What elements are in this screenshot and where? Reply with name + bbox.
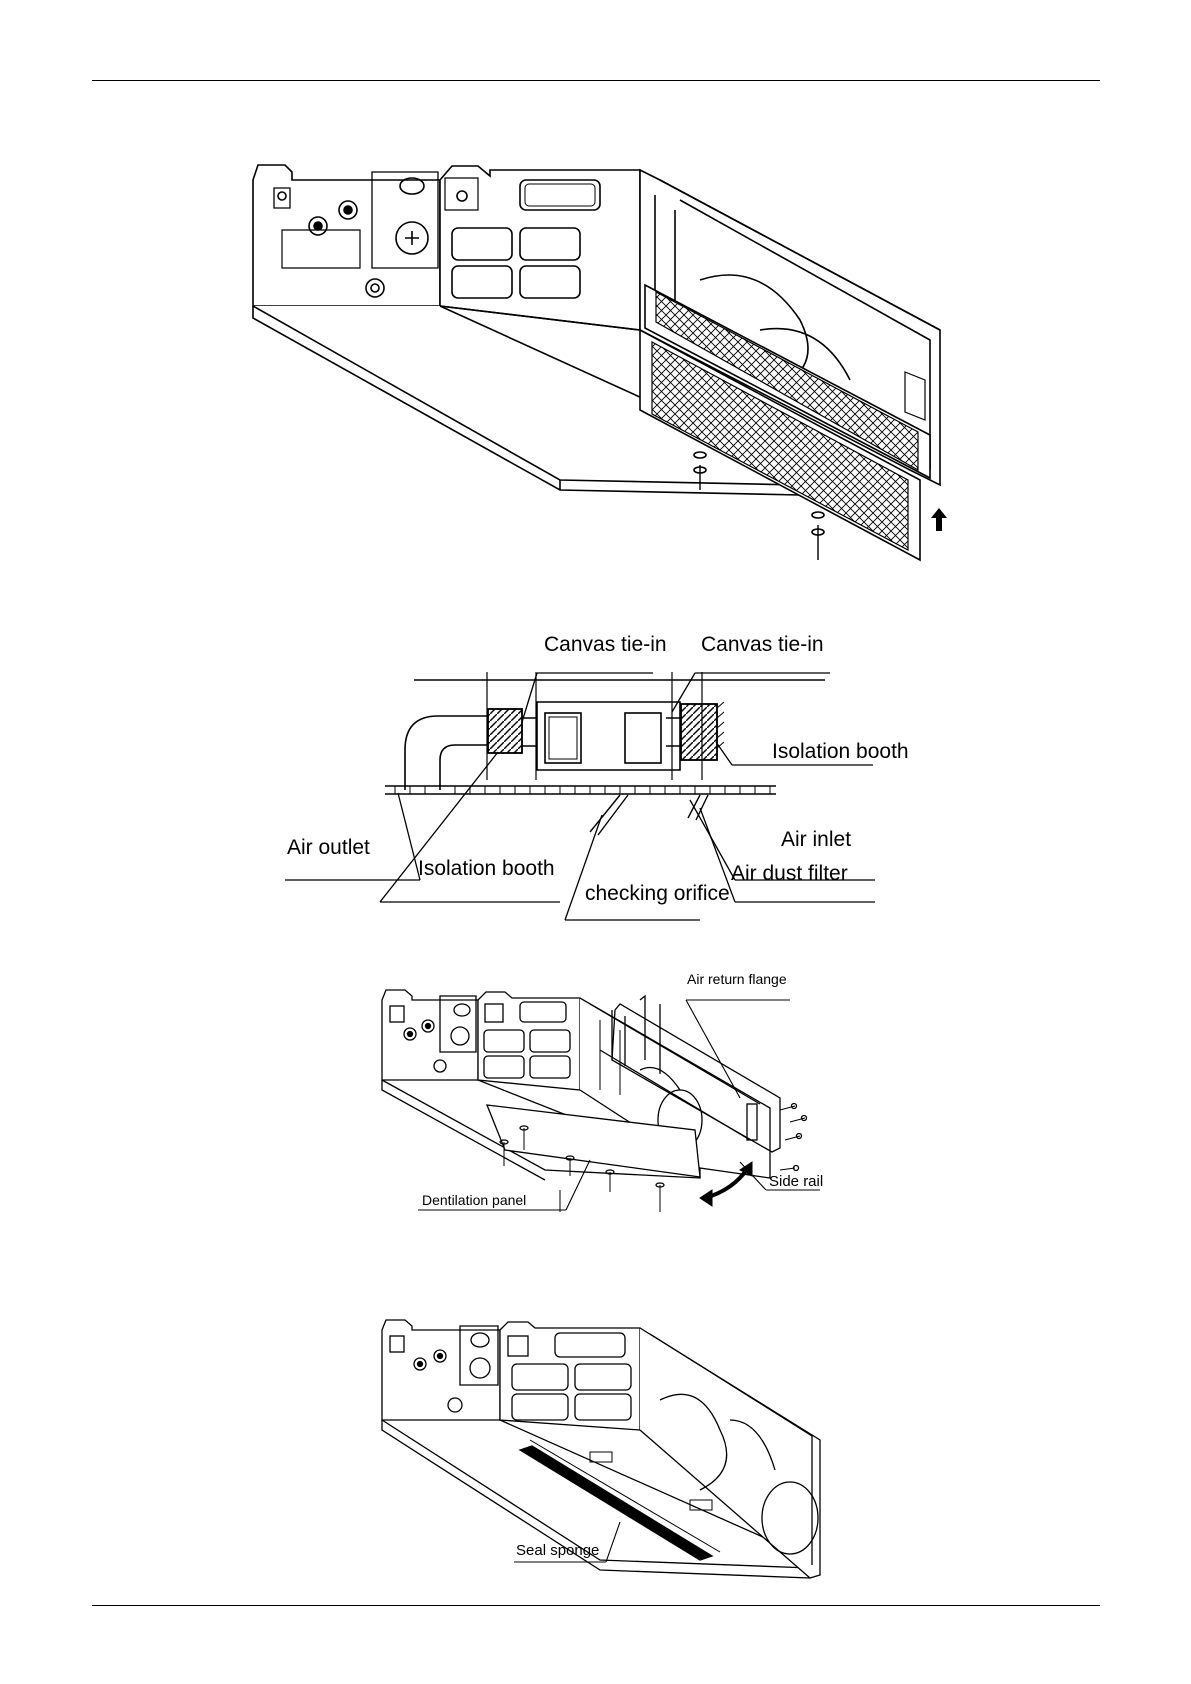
isolation-booth-right-label: Isolation booth [772, 740, 909, 763]
air-dust-filter-label: Air dust filter [731, 862, 848, 885]
checking-orifice-label: checking orifice [585, 882, 730, 905]
side-rail-label: Side rail [769, 1173, 824, 1190]
canvas-tie-in-right-label: Canvas tie-in [701, 633, 824, 656]
seal-sponge-figure [382, 1320, 820, 1578]
air-inlet-label: Air inlet [781, 828, 852, 851]
dentilation-panel-label: Dentilation panel [422, 1192, 527, 1208]
air-outlet-label: Air outlet [287, 836, 370, 859]
seal-sponge-label: Seal sponge [516, 1542, 600, 1559]
up-arrow-icon [931, 508, 947, 531]
isolation-booth-left-label: Isolation booth [418, 857, 555, 880]
air-return-flange-figure [382, 990, 820, 1212]
air-return-flange-label: Air return flange [687, 971, 787, 987]
canvas-tie-in-left-label: Canvas tie-in [544, 633, 667, 656]
unit-filter-removal-figure [253, 165, 940, 560]
